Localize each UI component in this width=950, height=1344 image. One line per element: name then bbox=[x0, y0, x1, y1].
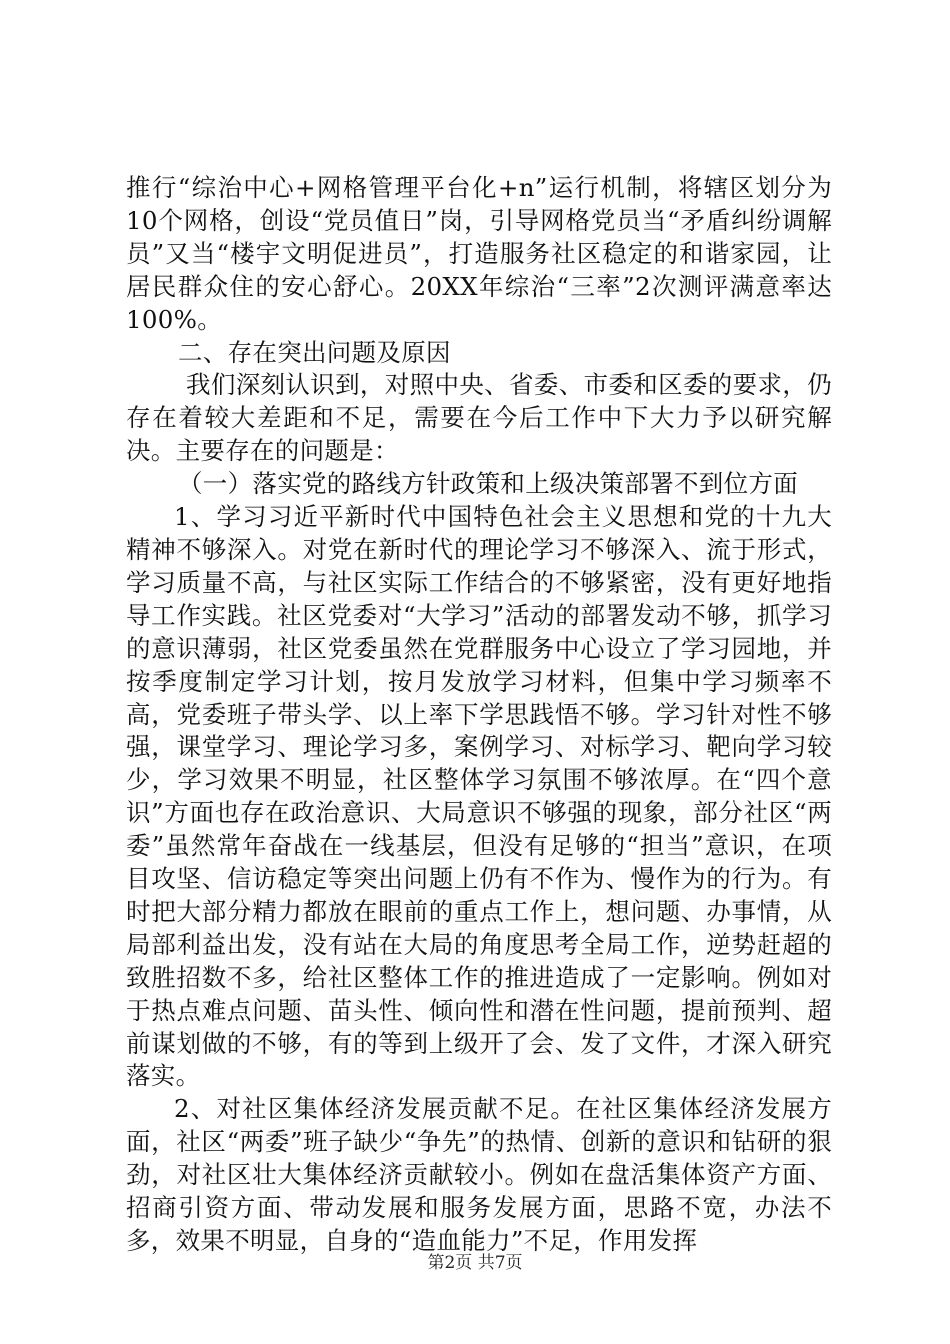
paragraph-intro: 我们深刻认识到，对照中央、省委、市委和区委的要求，仍存在着较大差距和不足，需要在今后工作中下大力予以研究解决。主要存在的问题是： bbox=[126, 370, 832, 466]
paragraph-item-2: 2、对社区集体经济发展贡献不足。在社区集体经济发展方面，社区“两委”班子缺少“争先”的热情、创新的意识和钻研的狠劲，对社区壮大集体经济贡献较小。例如在盘活集体资产方面、招商引资方面、带动发展和服务发展方面，思路不宽，办法不多，效果不明显，自身的“造血能力”不足，作用发挥 bbox=[126, 1094, 832, 1255]
section-heading-problems: 二、存在突出问题及原因 bbox=[178, 337, 451, 367]
document-body bbox=[126, 172, 832, 1258]
paragraph-continuation: 推行“综治中心+网格管理平台化+n”运行机制，将辖区划分为10个网格，创设“党员值日”岗，引导网格党员当“矛盾纠纷调解员”又当“楼宇文明促进员”，打造服务社区稳定的和谐家园，让居民群众住的安心舒心。20XX年综治“三率”2次测评满意率达100%。 bbox=[126, 173, 832, 334]
paragraph-item-1: 1、学习习近平新时代中国特色社会主义思想和党的十九大精神不够深入。对党在新时代的理论学习不够深入、流于形式，学习质量不高，与社区实际工作结合的不够紧密，没有更好地指导工作实践。社区党委对“大学习”活动的部署发动不够，抓学习的意识薄弱，社区党委虽然在党群服务中心设立了学习园地，并按季度制定学习计划，按月发放学习材料，但集中学习频率不高，党委班子带头学、以上率下学思践悟不够。学习针对性不够强，课堂学习、理论学习多，案例学习、对标学习、靶向学习较少，学习效果不明显，社区整体学习氛围不够浓厚。在“四个意识”方面也存在政治意识、大局意识不够强的现象，部分社区“两委”虽然常年奋战在一线基层，但没有足够的“担当”意识，在项目攻坚、信访稳定等突出问题上仍有不作为、慢作为的行为。有时把大部分精力都放在眼前的重点工作上，想问题、办事情，从局部利益出发，没有站在大局的角度思考全局工作，逆势赶超的致胜招数不多，给社区整体工作的推进造成了一定影响。例如对于热点难点问题、苗头性、倾向性和潜在性问题，提前预判、超前谋划做的不够，有的等到上级开了会、发了文件，才深入研究落实。 bbox=[126, 502, 832, 1091]
page-number-footer: 第2页 共7页 bbox=[427, 1253, 523, 1273]
subsection-heading-1: （一）落实党的路线方针政策和上级决策部署不到位方面 bbox=[178, 469, 798, 499]
